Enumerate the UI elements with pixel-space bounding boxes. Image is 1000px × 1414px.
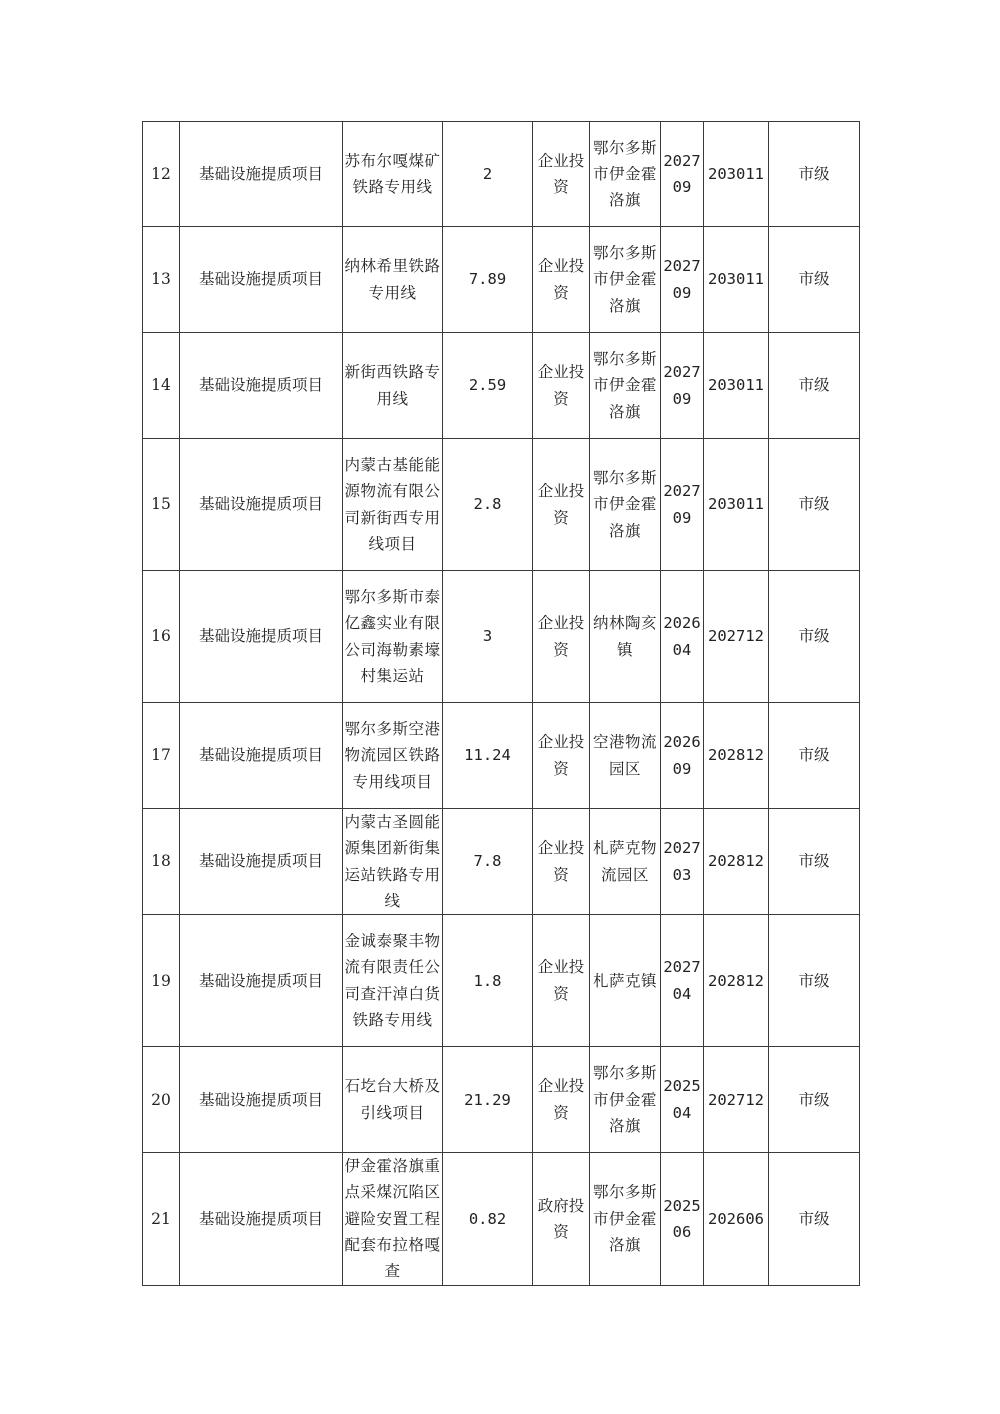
project-name: 内蒙古圣圆能源集团新街集运站铁路专用线 — [343, 809, 443, 915]
row-number: 18 — [143, 809, 180, 915]
project-level: 市级 — [769, 1047, 860, 1153]
investment-source: 政府投资 — [533, 1153, 590, 1285]
start-date: 202604 — [661, 571, 704, 703]
investment-source: 企业投资 — [533, 571, 590, 703]
start-date: 202704 — [661, 915, 704, 1047]
project-category: 基础设施提质项目 — [180, 122, 343, 227]
investment-source: 企业投资 — [533, 703, 590, 809]
project-level: 市级 — [769, 809, 860, 915]
start-date: 202709 — [661, 227, 704, 333]
project-category: 基础设施提质项目 — [180, 1047, 343, 1153]
investment-source: 企业投资 — [533, 333, 590, 439]
start-date: 202609 — [661, 703, 704, 809]
investment-amount: 3 — [443, 571, 533, 703]
project-level: 市级 — [769, 703, 860, 809]
project-level: 市级 — [769, 915, 860, 1047]
project-level: 市级 — [769, 439, 860, 571]
start-date: 202709 — [661, 333, 704, 439]
investment-amount: 11.24 — [443, 703, 533, 809]
table-row — [143, 1153, 860, 1285]
project-name: 内蒙古基能能源物流有限公司新街西专用线项目 — [343, 439, 443, 571]
investment-source: 企业投资 — [533, 439, 590, 571]
end-date: 203011 — [704, 122, 769, 227]
project-level: 市级 — [769, 571, 860, 703]
project-name: 纳林希里铁路专用线 — [343, 227, 443, 333]
start-date: 202709 — [661, 122, 704, 227]
investment-amount: 2.8 — [443, 439, 533, 571]
project-level: 市级 — [769, 1153, 860, 1285]
investment-source: 企业投资 — [533, 227, 590, 333]
project-table-body — [143, 122, 860, 1286]
investment-amount: 2.59 — [443, 333, 533, 439]
project-name: 鄂尔多斯空港物流园区铁路专用线项目 — [343, 703, 443, 809]
table-row — [143, 1047, 860, 1153]
project-category: 基础设施提质项目 — [180, 227, 343, 333]
project-name: 鄂尔多斯市泰亿鑫实业有限公司海勒素壕村集运站 — [343, 571, 443, 703]
table-row — [143, 703, 860, 809]
end-date: 202812 — [704, 915, 769, 1047]
project-location: 鄂尔多斯市伊金霍洛旗 — [590, 227, 661, 333]
project-category: 基础设施提质项目 — [180, 915, 343, 1047]
row-number: 13 — [143, 227, 180, 333]
project-name: 新街西铁路专用线 — [343, 333, 443, 439]
end-date: 203011 — [704, 439, 769, 571]
investment-amount: 7.89 — [443, 227, 533, 333]
project-name: 伊金霍洛旗重点采煤沉陷区避险安置工程配套布拉格嘎查 — [343, 1153, 443, 1285]
project-category: 基础设施提质项目 — [180, 439, 343, 571]
end-date: 202712 — [704, 571, 769, 703]
project-table — [142, 121, 860, 1286]
investment-amount: 2 — [443, 122, 533, 227]
row-number: 21 — [143, 1153, 180, 1285]
investment-source: 企业投资 — [533, 1047, 590, 1153]
project-name: 苏布尔嘎煤矿铁路专用线 — [343, 122, 443, 227]
investment-amount: 1.8 — [443, 915, 533, 1047]
row-number: 20 — [143, 1047, 180, 1153]
row-number: 19 — [143, 915, 180, 1047]
project-location: 空港物流园区 — [590, 703, 661, 809]
project-category: 基础设施提质项目 — [180, 571, 343, 703]
investment-amount: 7.8 — [443, 809, 533, 915]
row-number: 15 — [143, 439, 180, 571]
row-number: 14 — [143, 333, 180, 439]
project-category: 基础设施提质项目 — [180, 1153, 343, 1285]
table-row — [143, 809, 860, 915]
row-number: 12 — [143, 122, 180, 227]
end-date: 202712 — [704, 1047, 769, 1153]
project-location: 鄂尔多斯市伊金霍洛旗 — [590, 333, 661, 439]
project-name: 石圪台大桥及引线项目 — [343, 1047, 443, 1153]
project-level: 市级 — [769, 122, 860, 227]
project-category: 基础设施提质项目 — [180, 809, 343, 915]
project-location: 札萨克镇 — [590, 915, 661, 1047]
end-date: 202812 — [704, 703, 769, 809]
project-location: 鄂尔多斯市伊金霍洛旗 — [590, 1047, 661, 1153]
investment-source: 企业投资 — [533, 809, 590, 915]
start-date: 202504 — [661, 1047, 704, 1153]
table-row — [143, 227, 860, 333]
project-level: 市级 — [769, 227, 860, 333]
table-row — [143, 571, 860, 703]
project-location: 鄂尔多斯市伊金霍洛旗 — [590, 1153, 661, 1285]
project-location: 纳林陶亥镇 — [590, 571, 661, 703]
project-category: 基础设施提质项目 — [180, 333, 343, 439]
investment-amount: 0.82 — [443, 1153, 533, 1285]
table-row — [143, 915, 860, 1047]
start-date: 202709 — [661, 439, 704, 571]
project-location: 札萨克物流园区 — [590, 809, 661, 915]
project-location: 鄂尔多斯市伊金霍洛旗 — [590, 122, 661, 227]
investment-amount: 21.29 — [443, 1047, 533, 1153]
investment-source: 企业投资 — [533, 915, 590, 1047]
start-date: 202506 — [661, 1153, 704, 1285]
row-number: 16 — [143, 571, 180, 703]
row-number: 17 — [143, 703, 180, 809]
table-row — [143, 122, 860, 227]
end-date: 203011 — [704, 227, 769, 333]
end-date: 202812 — [704, 809, 769, 915]
project-location: 鄂尔多斯市伊金霍洛旗 — [590, 439, 661, 571]
table-row — [143, 333, 860, 439]
end-date: 202606 — [704, 1153, 769, 1285]
end-date: 203011 — [704, 333, 769, 439]
project-name: 金诚泰聚丰物流有限责任公司查汗淖白货铁路专用线 — [343, 915, 443, 1047]
start-date: 202703 — [661, 809, 704, 915]
project-level: 市级 — [769, 333, 860, 439]
project-category: 基础设施提质项目 — [180, 703, 343, 809]
investment-source: 企业投资 — [533, 122, 590, 227]
table-row — [143, 439, 860, 571]
